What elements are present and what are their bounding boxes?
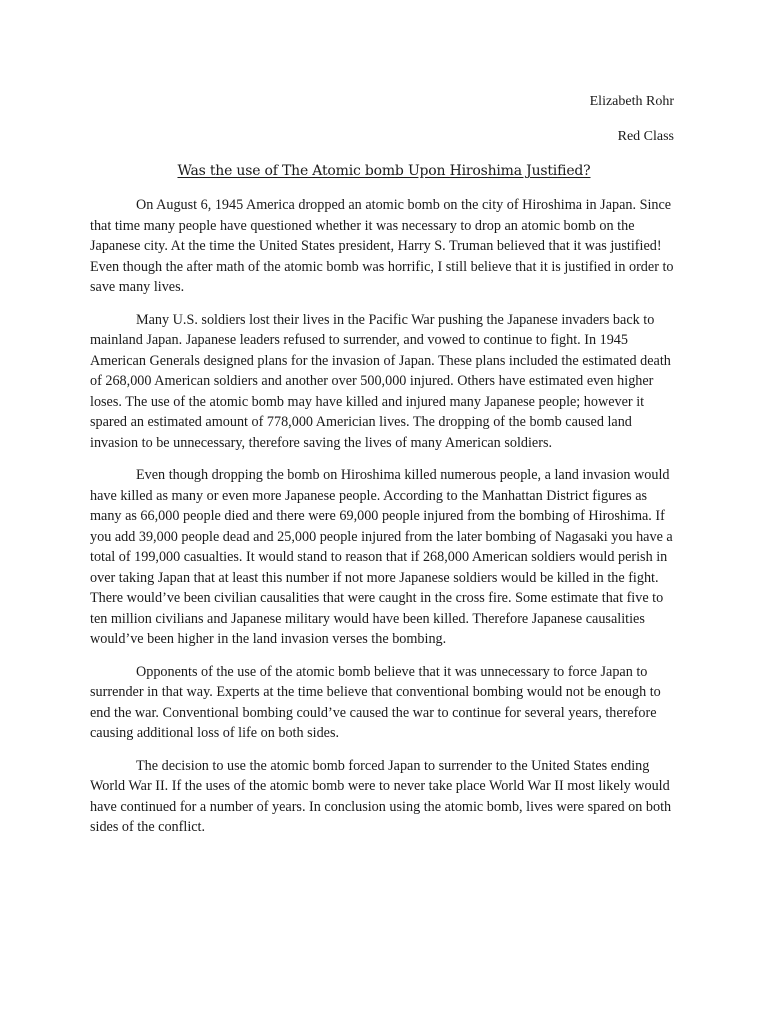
class-name: Red Class [617,129,674,144]
paragraph-1: On August 6, 1945 America dropped an atomic bomb on the city of Hiroshima in Japan. Since that time many people have questioned whether it was necessary to drop an atomic bomb on the Japanese city. At the time the United States president, Harry S. Truman believed that it was justified! Even though the after math of the atomic bomb was horrific, I still believe that it is justified in order to save many lives. [90,197,674,295]
essay-title: Was the use of The Atomic bomb Upon Hiroshima Justified? [177,163,591,179]
paragraph-4: Opponents of the use of the atomic bomb believe that it was unnecessary to force Japan to surrender in that way. Experts at the time believe that conventional bombing would not be enough to end the war. Conventional bombing could’ve caused the war to continue for several years, therefore causing additional loss of life on both sides. [90,663,661,741]
paragraph-5: The decision to use the atomic bomb forced Japan to surrender to the United States ending World War II. If the uses of the atomic bomb were to never take place World War II most likely would have continued for a number of years. In conclusion using the atomic bomb, lives were spared on both sides of the conflict. [90,757,672,835]
essay-body [90,195,682,850]
author-name: Elizabeth Rohr [589,94,674,109]
paragraph-2: Many U.S. soldiers lost their lives in the Pacific War pushing the Japanese invaders back to mainland Japan. Japanese leaders refused to surrender, and vowed to continue to fight. In 1945 American Generals designed plans for the invasion of Japan. These plans included the estimated death of 268,000 American soldiers and another over 500,000 injured. Others have estimated even higher loses. The use of the atomic bomb may have killed and injured many Japanese people; however it spared an estimated amount of 778,000 Americian lives. The dropping of the bomb caused land invasion to be unnecessary, therefore saving the lives of many American soldiers. [90,311,671,451]
paragraph-3: Even though dropping the bomb on Hiroshima killed numerous people, a land invasion would have killed as many or even more Japanese people. According to the Manhattan District figures as many as 66,000 people died and there were 69,000 people injured from the bombing of Hiroshima. If you add 39,000 people dead and 25,000 people injured from the later bombing of Nagasaki you have a total of 199,000 casualties. It would stand to reason that if 268,000 American soldiers would perish in over taking Japan that at least this number if not more Japanese soldiers would be killed in the fight. There would’ve been civilian causalities that were caught in the cross fire. Some estimate that five to ten million civilians and Japanese military would have been killed. Therefore Japanese causalities would’ve been higher in the land invasion verses the bombing. [90,467,673,647]
